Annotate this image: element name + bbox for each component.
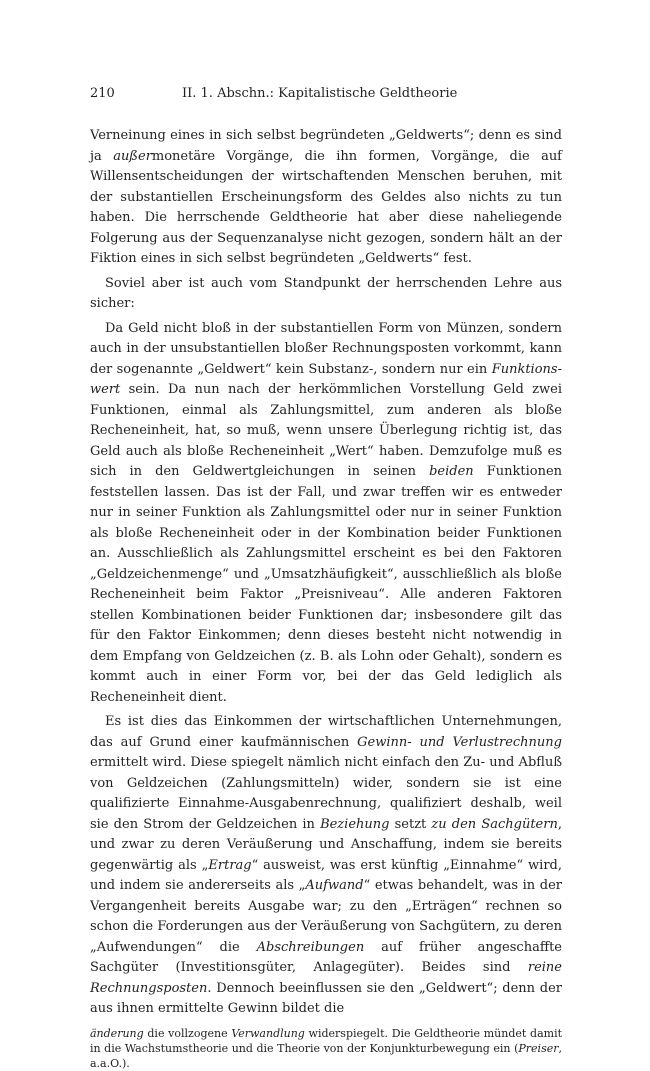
- emphasis: Aufwand: [305, 878, 364, 893]
- paragraph-4: Es ist dies das Einkommen der wirtschaftlichen Unternehmungen, das auf Grund einer kaufmännischen Gewinn- und Verlustrechnung ermittelt wird. Diese spiegelt nämlich nicht einfach den Zu- und Abfluß von Geldzeichen (Zahlungsmitteln) wider, sondern sie ist eine qualifizierte Einnahme-Ausgabenrechnung, qualifiziert deshalb, weil sie den Strom der Geldzeichen in Beziehung setzt zu den Sachgütern, und zwar zu deren Veräußerung und Anschaffung, indem sie bereits gegenwärtig als „Ertrag“ ausweist, was erst künftig „Einnahme“ wird, und indem sie andererseits als „Aufwand“ etwas behandelt, was in der Vergangenheit bereits Ausgabe war; zu den „Erträgen“ rechnen so schon die Forderungen aus der Veräußerung von Sachgütern, zu deren „Aufwendungen“ die Abschreibungen auf früher angeschaffte Sachgüter (Investitionsgüter, Anlagegüter). Beides sind reine Rechnungsposten. Dennoch beeinflussen sie den „Geldwert“; denn der aus ihnen ermittelte Gewinn bildet die: [90, 714, 563, 1016]
- paragraph-3: Da Geld nicht bloß in der substantiellen Form von Münzen, sondern auch in der unsubstantiellen bloßer Rechnungsposten vorkommt, kann der sogenannte „Geldwert“ kein Substanz-, sondern nur ein Funktionswert sein. Da nun nach der herkömmlichen Vorstellung Geld zwei Funktionen, einmal als Zahlungsmittel, zum anderen als bloße Recheneinheit, hat, so muß, wenn unsere Überlegung richtig ist, das Geld auch als bloße Recheneinheit „Wert“ haben. Demzufolge muß es sich in den Geldwertgleichungen in seinen beiden Funktionen feststellen lassen. Das ist der Fall, und zwar treffen wir es entweder nur in seiner Funktion als Zahlungsmittel oder nur in seiner Funktion als bloße Recheneinheit oder in der Kombination beider Funktionen an. Ausschließlich als Zahlungsmittel erscheint es bei den Faktoren „Geldzeichenmenge“ und „Umsatzhäufigkeit“, ausschließlich als bloße Recheneinheit beim Faktor „Preisniveau“. Alle anderen Faktoren stellen Kombinationen beider Funktionen dar; insbesondere gilt das für den Faktor Einkommen; denn dieses besteht nicht notwendig in dem Empfang von Geldzeichen (z. B. als Lohn oder Gehalt), sondern es kommt auch in einer Form vor, bei der das Geld lediglich als Recheneinheit dient.: [90, 320, 563, 705]
- body-text: [90, 126, 562, 1020]
- book-page: [90, 84, 562, 1071]
- emphasis: änderung: [90, 1026, 144, 1040]
- paragraph-1: Verneinung eines in sich selbst begründeten „Geldwerts“; denn es sind ja außermonetäre Vorgänge, die ihn formen, Vorgänge, die auf Willensentscheidungen der wirtschaftenden Menschen beruhen, mit der substantiellen Erscheinungsform des Geldes also nichts zu tun haben. Die herrschende Geldtheorie hat aber diese naheliegende Folgerung aus der Sequenzanalyse nicht gezogen, sondern hält an der Fiktion eines in sich selbst begründeten „Geldwerts“ fest.: [90, 128, 562, 266]
- paragraph-2: Soviel aber ist auch vom Standpunkt der herrschenden Lehre aus sicher:: [90, 275, 562, 311]
- running-title: II. 1. Abschn.: Kapitalistische Geldtheorie: [182, 86, 458, 101]
- emphasis: Funktionswert: [90, 361, 562, 397]
- emphasis: Preiser: [518, 1041, 559, 1055]
- emphasis: zu den Sachgütern: [431, 816, 558, 832]
- running-header: [90, 84, 562, 104]
- emphasis: Verwandlung: [231, 1026, 305, 1040]
- emphasis: beiden: [429, 464, 474, 479]
- emphasis: Gewinn- und Verlustrechnung: [357, 734, 562, 750]
- emphasis: Ertrag: [208, 857, 252, 873]
- emphasis: außer: [113, 148, 152, 164]
- emphasis: Abschreibungen: [256, 939, 365, 955]
- page-number: 210: [90, 86, 115, 101]
- emphasis: Beziehung: [320, 816, 390, 832]
- footnote: änderung die vollzogene Verwandlung widerspiegelt. Die Geldtheorie mündet damit in die Wachstumstheorie und die Theorie von der Konjunkturbewegung ein (Preiser, a.a.O.).: [90, 1026, 563, 1070]
- emphasis: reine Rechnungsposten: [90, 960, 562, 996]
